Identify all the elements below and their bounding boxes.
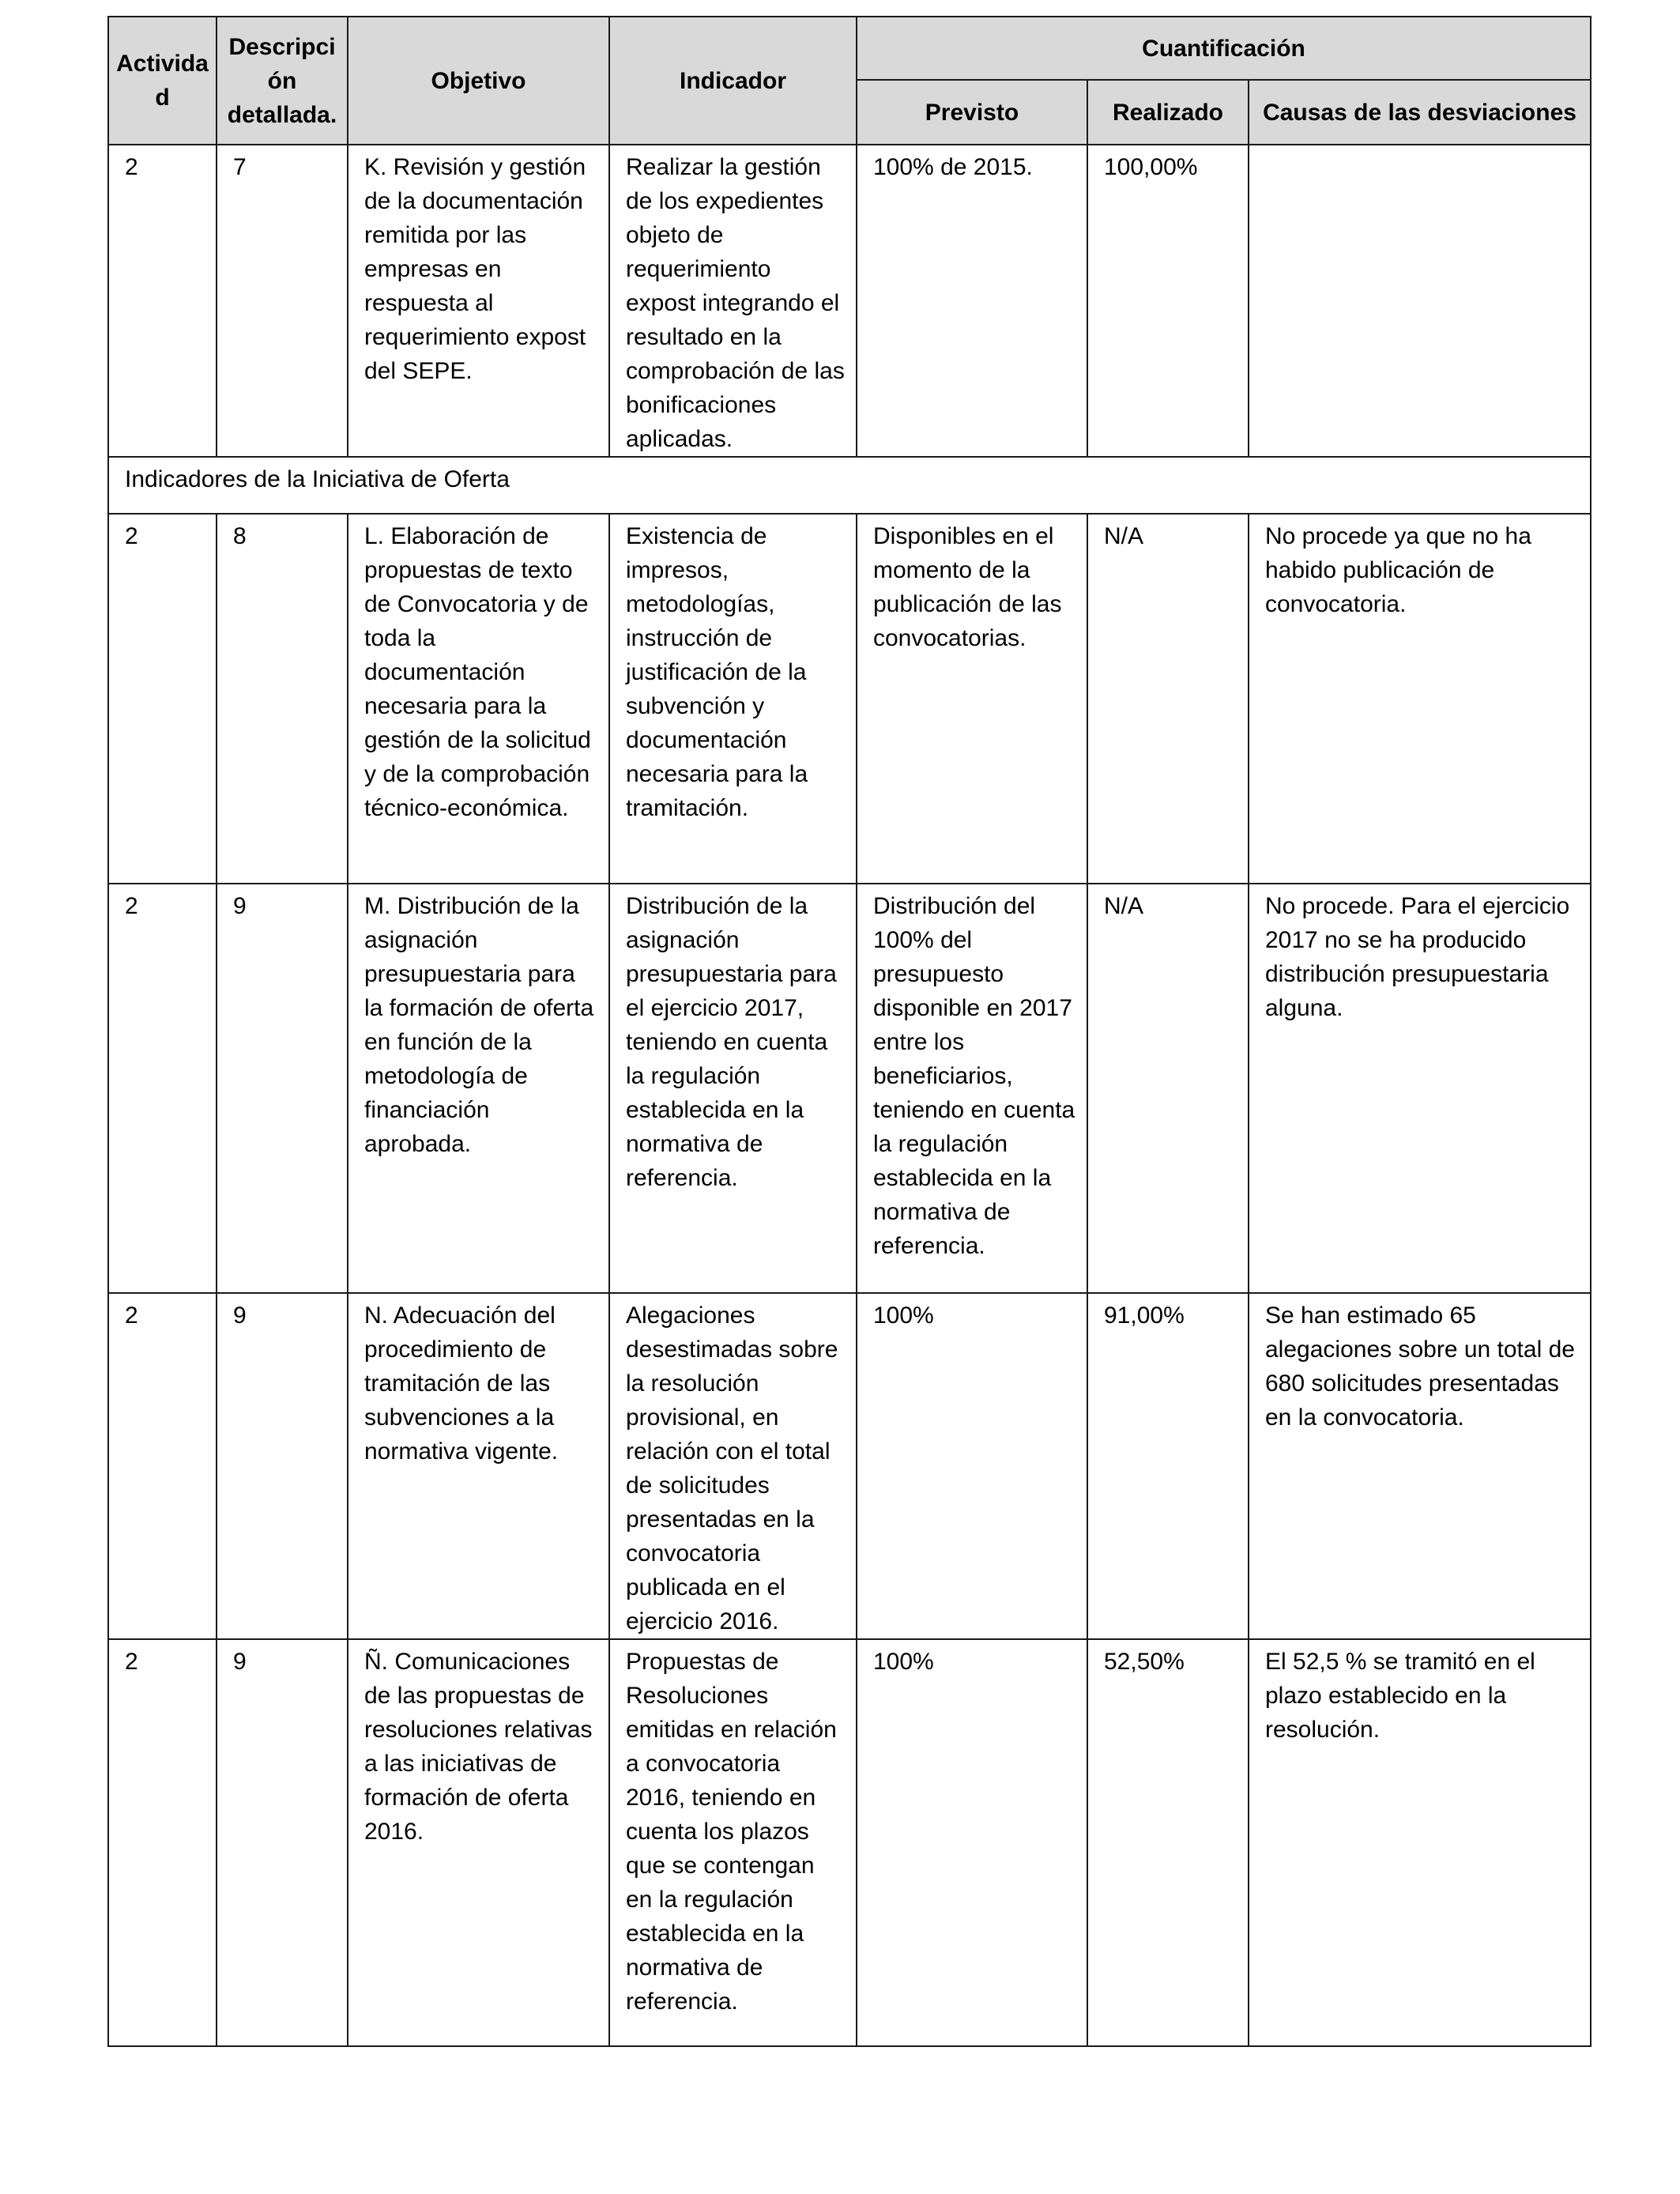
cell-previsto: 100% <box>857 1639 1087 2046</box>
header-actividad: Actividad <box>108 17 217 145</box>
cell-actividad: 2 <box>108 884 217 1293</box>
header-indicador: Indicador <box>609 17 857 145</box>
header-causas: Causas de las desviaciones <box>1249 80 1591 145</box>
header-realizado: Realizado <box>1087 80 1249 145</box>
cell-objetivo: N. Adecuación del procedimiento de tramitación de las subvenciones a la normativa vigente. <box>348 1293 609 1639</box>
cell-actividad: 2 <box>108 145 217 457</box>
cell-previsto: Disponibles en el momento de la publicación de las convocatorias. <box>857 514 1087 884</box>
cell-descripcion: 9 <box>217 1293 348 1639</box>
cell-realizado: 52,50% <box>1087 1639 1249 2046</box>
cell-descripcion: 9 <box>217 884 348 1293</box>
table-row <box>108 145 1591 457</box>
table-row <box>108 1639 1591 2046</box>
cell-realizado: N/A <box>1087 514 1249 884</box>
cell-realizado: 91,00% <box>1087 1293 1249 1639</box>
cell-descripcion: 9 <box>217 1639 348 2046</box>
cell-indicador: Propuestas de Resoluciones emitidas en relación a convocatoria 2016, teniendo en cuenta los plazos que se contengan en la regulación establecida en la normativa de referencia. <box>609 1639 857 2046</box>
cell-descripcion: 7 <box>217 145 348 457</box>
cell-causas: Se han estimado 65 alegaciones sobre un total de 680 solicitudes presentadas en la convocatoria. <box>1249 1293 1591 1639</box>
cell-actividad: 2 <box>108 514 217 884</box>
cell-objetivo: Ñ. Comunicaciones de las propuestas de resoluciones relativas a las iniciativas de formación de oferta 2016. <box>348 1639 609 2046</box>
section-title: Indicadores de la Iniciativa de Oferta <box>108 457 1591 514</box>
cell-actividad: 2 <box>108 1639 217 2046</box>
cell-indicador: Distribución de la asignación presupuestaria para el ejercicio 2017, teniendo en cuenta la regulación establecida en la normativa de referencia. <box>609 884 857 1293</box>
header-objetivo: Objetivo <box>348 17 609 145</box>
header-row-top <box>108 17 1591 80</box>
cell-causas: No procede ya que no ha habido publicación de convocatoria. <box>1249 514 1591 884</box>
cell-descripcion: 8 <box>217 514 348 884</box>
cell-previsto: 100% <box>857 1293 1087 1639</box>
cell-causas: El 52,5 % se tramitó en el plazo establecido en la resolución. <box>1249 1639 1591 2046</box>
cell-indicador: Existencia de impresos, metodologías, instrucción de justificación de la subvención y documentación necesaria para la tramitación. <box>609 514 857 884</box>
cell-previsto: 100% de 2015. <box>857 145 1087 457</box>
cell-indicador: Alegaciones desestimadas sobre la resolución provisional, en relación con el total de solicitudes presentadas en la convocatoria publicada en el ejercicio 2016. <box>609 1293 857 1639</box>
cell-realizado: N/A <box>1087 884 1249 1293</box>
table-row <box>108 514 1591 884</box>
cell-causas <box>1249 145 1591 457</box>
cell-actividad: 2 <box>108 1293 217 1639</box>
cell-indicador: Realizar la gestión de los expedientes objeto de requerimiento expost integrando el resultado en la comprobación de las bonificaciones aplicadas. <box>609 145 857 457</box>
table-row <box>108 1293 1591 1639</box>
cell-realizado: 100,00% <box>1087 145 1249 457</box>
header-descripcion: Descripción detallada. <box>217 17 348 145</box>
table-row <box>108 884 1591 1293</box>
cell-objetivo: K. Revisión y gestión de la documentación remitida por las empresas en respuesta al requerimiento expost del SEPE. <box>348 145 609 457</box>
indicators-table <box>107 16 1591 2047</box>
header-cuantificacion: Cuantificación <box>857 17 1591 80</box>
section-row <box>108 457 1591 514</box>
cell-previsto: Distribución del 100% del presupuesto disponible en 2017 entre los beneficiarios, teniendo en cuenta la regulación establecida en la normativa de referencia. <box>857 884 1087 1293</box>
cell-objetivo: L. Elaboración de propuestas de texto de Convocatoria y de toda la documentación necesaria para la gestión de la solicitud y de la comprobación técnico-económica. <box>348 514 609 884</box>
header-previsto: Previsto <box>857 80 1087 145</box>
cell-objetivo: M. Distribución de la asignación presupuestaria para la formación de oferta en función de la metodología de financiación aprobada. <box>348 884 609 1293</box>
cell-causas: No procede. Para el ejercicio 2017 no se ha producido distribución presupuestaria alguna. <box>1249 884 1591 1293</box>
